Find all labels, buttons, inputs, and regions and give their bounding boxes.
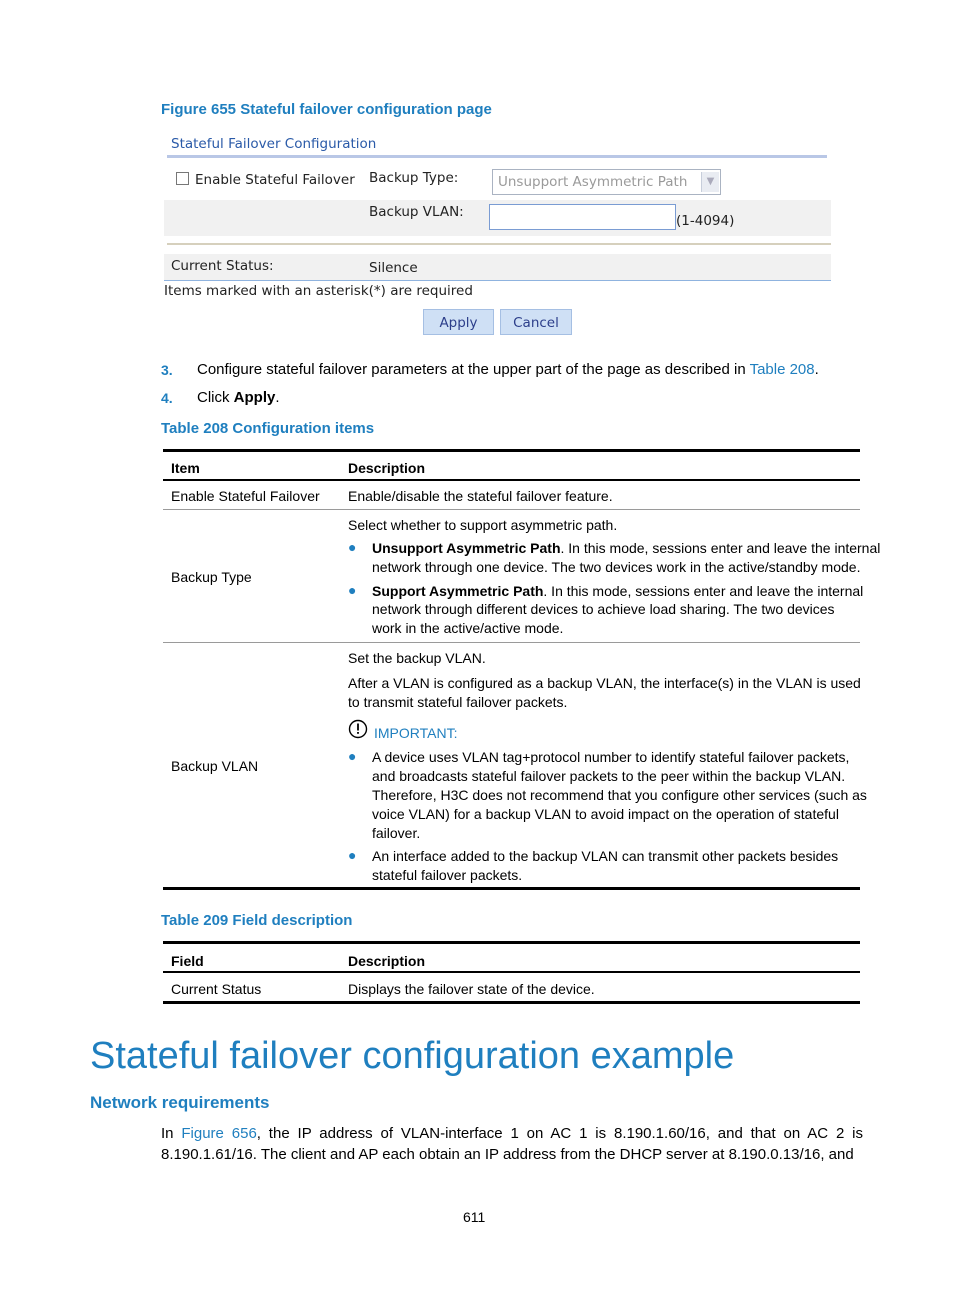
table-cell: Support Asymmetric Path. In this mode, sessions enter and leave the internal (372, 583, 864, 599)
table-cell: Enable Stateful Failover (171, 488, 320, 504)
table-cell: Backup Type (171, 569, 252, 585)
table-208-caption: Table 208 Configuration items (161, 420, 375, 437)
panel-title: Stateful Failover Configuration (171, 136, 377, 152)
section-divider (167, 243, 831, 245)
table-header-field: Field (171, 953, 204, 969)
table-rule (163, 449, 860, 452)
stateful-failover-panel (164, 133, 832, 338)
backup-type-label: Backup Type: (369, 170, 459, 186)
apply-button[interactable]: Apply (423, 309, 494, 335)
backup-vlan-range: (1-4094) (676, 213, 735, 229)
table-cell: network through one device. The two devices work in the active/standby mode. (372, 559, 861, 575)
table-cell: Backup VLAN (171, 758, 259, 774)
figure-656-link[interactable]: Figure 656 (181, 1125, 257, 1142)
table-rule (163, 1001, 860, 1004)
table-header-description: Description (348, 460, 426, 476)
table-rule (163, 887, 860, 890)
bullet: ● (348, 748, 357, 764)
important-label: IMPORTANT: (374, 725, 458, 741)
status-underline (164, 280, 831, 281)
bullet: ● (348, 582, 357, 598)
table-header-item: Item (171, 460, 200, 476)
table-cell: voice VLAN) for a backup VLAN to avoid impact on the operation of stateful (372, 806, 839, 822)
step-number: 4. (161, 390, 173, 406)
table-cell: Set the backup VLAN. (348, 650, 486, 666)
enable-stateful-failover-checkbox[interactable] (176, 172, 189, 185)
bullet: ● (348, 847, 357, 863)
page-number: 611 (463, 1209, 486, 1225)
table-rule (163, 941, 860, 944)
table-cell: After a VLAN is configured as a backup VLAN, the interface(s) in the VLAN is used (348, 675, 861, 691)
table-rule (163, 642, 860, 643)
bullet: ● (348, 539, 357, 555)
required-note: Items marked with an asterisk(*) are required (164, 283, 473, 299)
table-cell: and broadcasts stateful failover packets to the peer within the backup VLAN. (372, 768, 846, 784)
subsection-title: Network requirements (90, 1093, 270, 1112)
table-cell: work in the active/active mode. (372, 620, 564, 636)
table-cell: Current Status (171, 981, 262, 997)
table-cell: failover. (372, 825, 421, 841)
table-rule (163, 479, 860, 481)
paragraph-line: 8.190.1.61/16. The client and AP each obtain an IP address from the DHCP server at 8.190.0.13/16, and (161, 1146, 854, 1163)
step-number: 3. (161, 362, 173, 378)
table-cell: stateful failover packets. (372, 867, 523, 883)
step-3-text: Configure stateful failover parameters at the upper part of the page as described in Table 208. (197, 361, 819, 378)
table-header-description: Description (348, 953, 426, 969)
current-status-value: Silence (369, 260, 418, 276)
cancel-button[interactable]: Cancel (500, 309, 572, 335)
paragraph-line: In Figure 656, the IP address of VLAN-interface 1 on AC 1 is 8.190.1.60/16, and that on AC 2 is (161, 1125, 863, 1142)
table-cell: Displays the failover state of the device. (348, 981, 595, 997)
current-status-label: Current Status: (171, 258, 274, 274)
step-4-text: Click Apply. (197, 389, 280, 406)
table-209-caption: Table 209 Field description (161, 912, 353, 929)
table-cell: An interface added to the backup VLAN can transmit other packets besides (372, 848, 839, 864)
backup-vlan-label: Backup VLAN: (369, 204, 464, 220)
title-divider (167, 155, 827, 158)
table-cell: A device uses VLAN tag+protocol number to identify stateful failover packets, (372, 749, 850, 765)
important-icon (348, 719, 368, 739)
chevron-down-icon[interactable]: ▼ (701, 172, 719, 192)
table-cell: to transmit stateful failover packets. (348, 694, 568, 710)
backup-type-select[interactable] (492, 169, 721, 195)
table-cell: Unsupport Asymmetric Path. In this mode, sessions enter and leave the internal (372, 540, 881, 556)
backup-vlan-input[interactable] (489, 204, 676, 230)
table-cell: Enable/disable the stateful failover feature. (348, 488, 613, 504)
enable-stateful-failover-label: Enable Stateful Failover (195, 172, 355, 188)
table-rule (163, 509, 860, 510)
backup-type-value: Unsupport Asymmetric Path (498, 174, 688, 190)
figure-caption: Figure 655 Stateful failover configuration page (161, 101, 492, 118)
section-title: Stateful failover configuration example (90, 1035, 735, 1077)
table-cell: network through different devices to achieve load sharing. The two devices (372, 601, 835, 617)
table-rule (163, 971, 860, 973)
table-cell: Therefore, H3C does not recommend that you configure other services (such as (372, 787, 867, 803)
table-208-link[interactable]: Table 208 (749, 361, 815, 378)
table-cell: Select whether to support asymmetric path. (348, 517, 618, 533)
